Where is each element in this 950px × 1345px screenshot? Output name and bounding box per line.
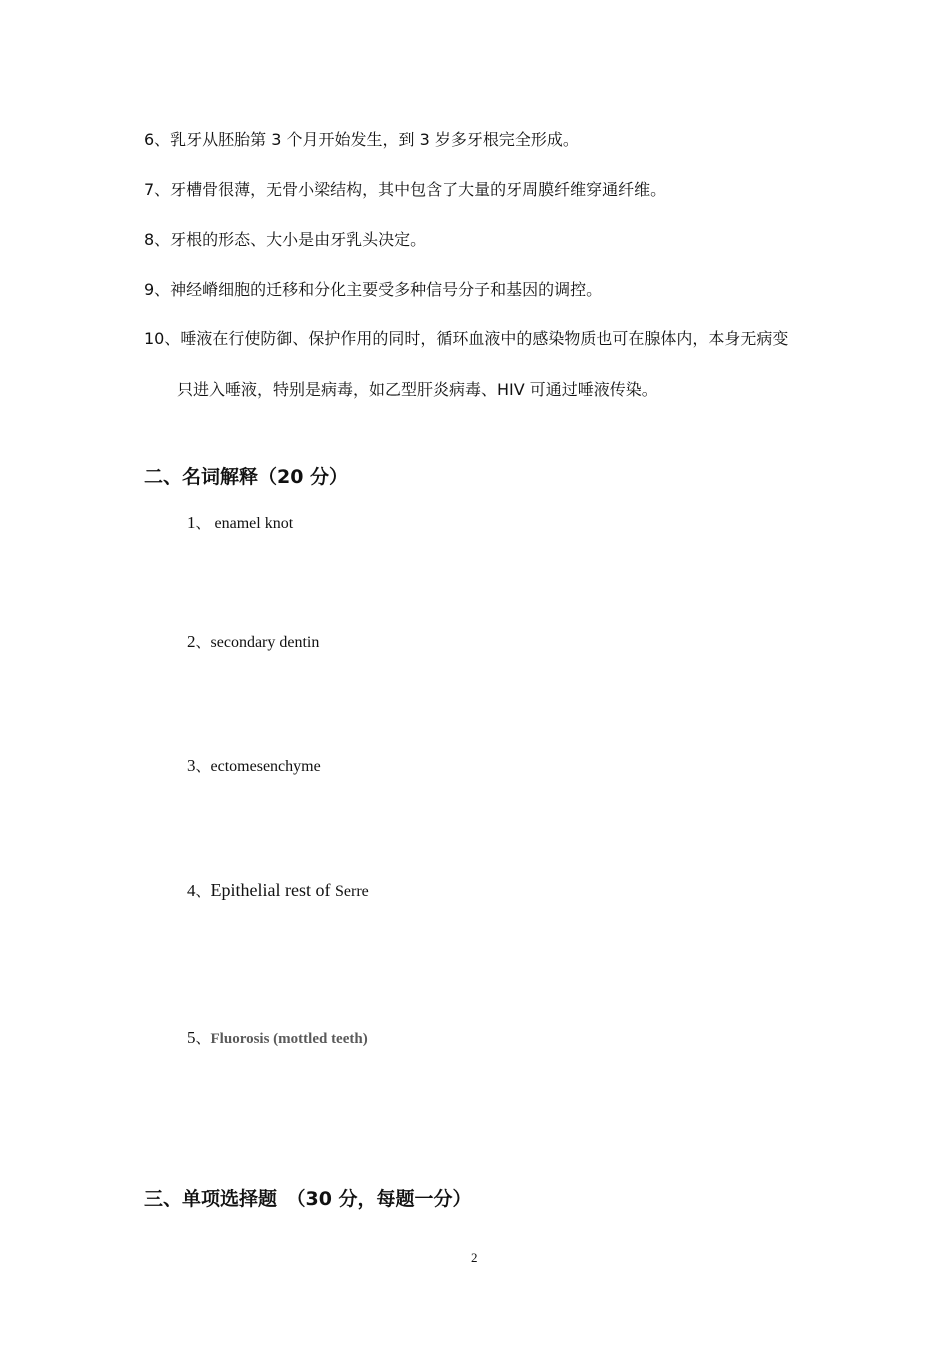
section-2-heading: 二、名词解释（20 分） bbox=[144, 466, 349, 488]
term-4-separator: 、 bbox=[195, 882, 211, 900]
term-5-separator: 、 bbox=[195, 1029, 211, 1047]
term-2-separator: 、 bbox=[195, 633, 211, 651]
item-10-line-2: 只进入唾液，特别是病毒，如乙型肝炎病毒、HIV 可通过唾液传染。 bbox=[177, 380, 658, 399]
term-3-separator: 、 bbox=[195, 757, 211, 775]
item-6: 6、乳牙从胚胎第 3 个月开始发生，到 3 岁多牙根完全形成。 bbox=[144, 130, 579, 149]
term-2 bbox=[187, 632, 319, 653]
term-4-text: Epithelial rest of bbox=[210, 880, 335, 900]
term-4-index: 4 bbox=[187, 881, 196, 900]
term-1 bbox=[187, 513, 293, 534]
term-2-index: 2 bbox=[187, 632, 196, 651]
page-number: 2 bbox=[471, 1250, 478, 1265]
term-4-text-small: Serre bbox=[334, 883, 369, 900]
term-3-text: ectomesenchyme bbox=[210, 758, 321, 775]
term-5-text: Fluorosis (mottled teeth) bbox=[210, 1031, 368, 1047]
term-5-index: 5 bbox=[187, 1028, 196, 1047]
term-1-index: 1 bbox=[187, 513, 196, 532]
item-8: 8、牙根的形态、大小是由牙乳头决定。 bbox=[144, 230, 427, 249]
term-5 bbox=[187, 1028, 368, 1049]
term-4 bbox=[187, 880, 369, 902]
section-3-heading: 三、单项选择题 （30 分，每题一分） bbox=[144, 1188, 472, 1210]
term-3 bbox=[187, 756, 321, 777]
item-9: 9、神经嵴细胞的迁移和分化主要受多种信号分子和基因的调控。 bbox=[144, 280, 603, 299]
term-1-separator: 、 bbox=[195, 514, 211, 532]
term-3-index: 3 bbox=[187, 756, 196, 775]
item-10-line-1: 10、唾液在行使防御、保护作用的同时，循环血液中的感染物质也可在腺体内，本身无病变 bbox=[144, 329, 789, 348]
item-7: 7、牙槽骨很薄，无骨小梁结构，其中包含了大量的牙周膜纤维穿通纤维。 bbox=[144, 180, 667, 199]
term-1-text: enamel knot bbox=[214, 515, 294, 532]
term-2-text: secondary dentin bbox=[210, 634, 320, 651]
